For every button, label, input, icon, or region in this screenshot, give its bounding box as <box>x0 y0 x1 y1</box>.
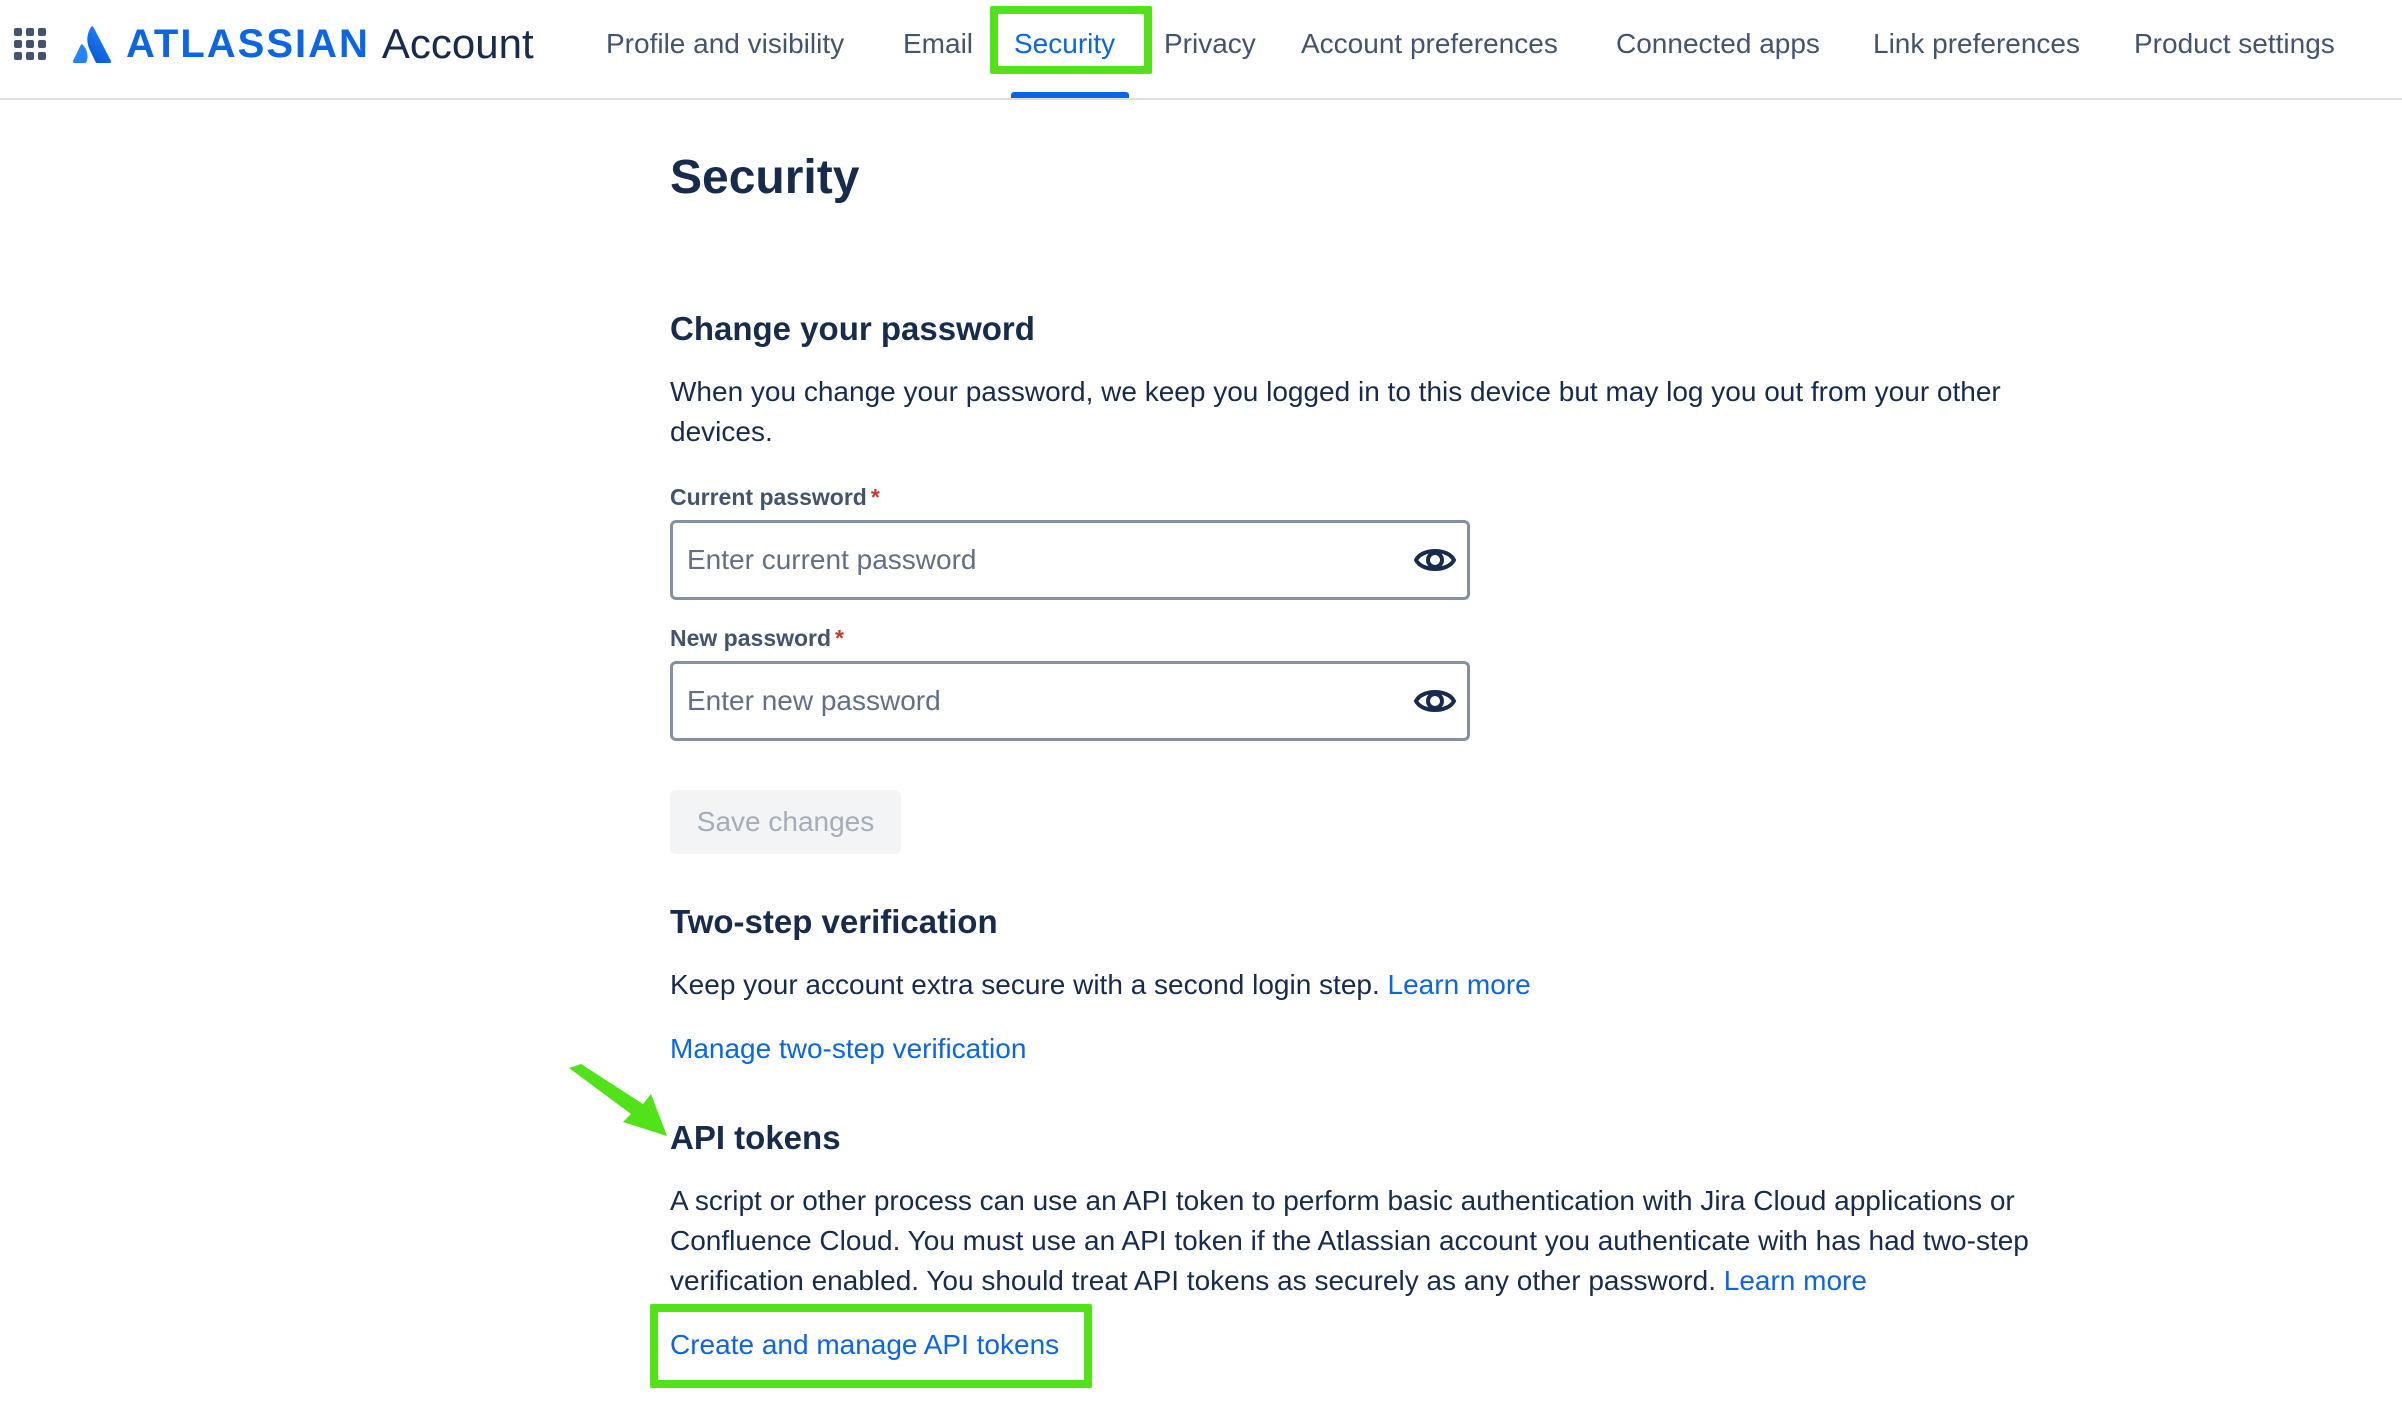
nav-security[interactable]: Security <box>1014 28 1116 59</box>
change-password-description: When you change your password, we keep you logged in to this device but may log you out from your other devices. <box>670 376 2001 447</box>
nav-product-settings[interactable]: Product settings <box>2134 28 2335 59</box>
create-manage-api-tokens-link[interactable]: Create and manage API tokens <box>670 1329 1060 1360</box>
api-tokens-description-text: A script or other process can use an API token to perform basic authentication with Jira Cloud applications or Confluence Cloud. You must use an API token if the Atlassian account you authenticate with has had two-step verification enabled. You should treat API tokens as securely as any other password. <box>670 1185 2029 1296</box>
two-step-learn-more-link[interactable]: Learn more <box>1387 969 1531 1000</box>
active-tab-indicator <box>1011 92 1129 98</box>
api-tokens-learn-more-link[interactable]: Learn more <box>1723 1265 1867 1296</box>
top-navigation-bar <box>0 0 2402 100</box>
new-password-input[interactable] <box>687 664 1387 738</box>
two-step-heading: Two-step verification <box>670 903 998 940</box>
api-tokens-description <box>670 1181 2090 1301</box>
nav-profile-and-visibility[interactable]: Profile and visibility <box>606 28 845 59</box>
current-password-label <box>670 484 880 511</box>
eye-icon[interactable] <box>1413 541 1457 579</box>
eye-icon[interactable] <box>1413 682 1457 720</box>
product-name: Account <box>381 20 534 67</box>
manage-two-step-link[interactable]: Manage two-step verification <box>670 1033 1027 1064</box>
required-marker: * <box>835 625 844 651</box>
change-password-heading: Change your password <box>670 310 1035 347</box>
nav-email[interactable]: Email <box>903 28 974 59</box>
two-step-description <box>670 965 2090 1005</box>
nav-account-preferences[interactable]: Account preferences <box>1301 28 1558 59</box>
required-marker: * <box>870 484 880 510</box>
api-tokens-link-highlight <box>650 1304 1092 1388</box>
new-password-field[interactable] <box>670 661 1470 741</box>
api-tokens-heading: API tokens <box>670 1119 841 1156</box>
nav-privacy[interactable]: Privacy <box>1164 28 1256 59</box>
security-tab-highlight <box>990 6 1152 74</box>
new-password-label <box>670 625 844 652</box>
current-password-field[interactable] <box>670 520 1470 600</box>
atlassian-logo-icon <box>72 25 112 63</box>
save-changes-button[interactable]: Save changes <box>670 790 901 854</box>
current-password-label-text: Current password <box>670 484 867 510</box>
manage-two-step-link-row <box>670 1029 1026 1069</box>
current-password-input[interactable] <box>687 523 1387 597</box>
nav-link-preferences[interactable]: Link preferences <box>1873 28 2081 59</box>
two-step-description-text: Keep your account extra secure with a second login step. <box>670 969 1380 1000</box>
grid-icon[interactable] <box>14 28 46 60</box>
new-password-label-text: New password <box>670 625 832 651</box>
brand-name: ATLASSIAN <box>126 21 370 66</box>
nav-connected-apps[interactable]: Connected apps <box>1616 28 1820 59</box>
page-title: Security <box>670 151 860 204</box>
annotation-arrow-icon <box>565 1064 675 1144</box>
atlassian-logo[interactable] <box>72 20 534 68</box>
